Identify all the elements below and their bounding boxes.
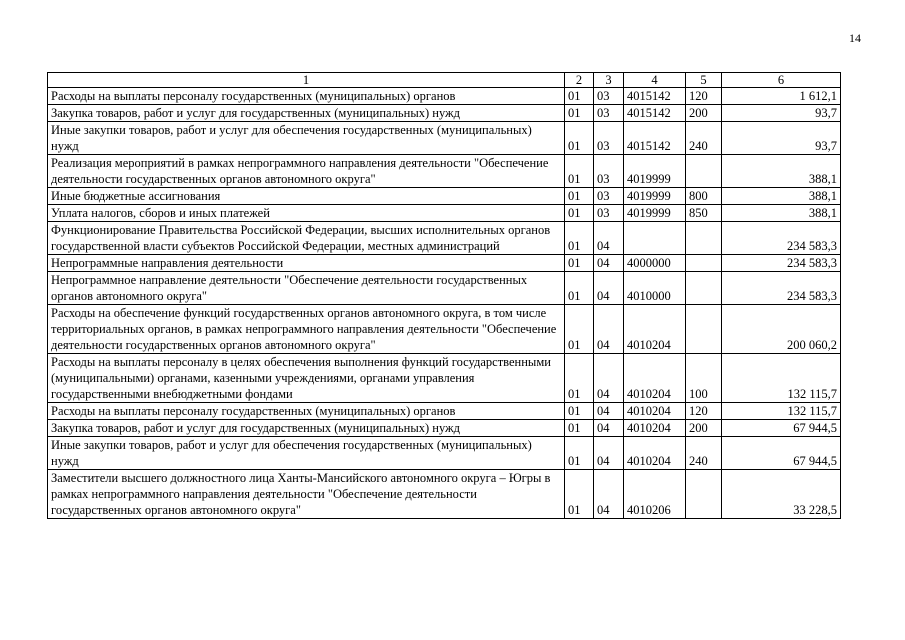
table-row [48,122,841,155]
row-name: Функционирование Правительства Российской Федерации, высших исполнительных органов государственной власти субъектов Российской Федерации, местных администраций [48,222,565,255]
row-target-code: 4010204 [624,437,686,470]
row-amount: 388,1 [722,155,841,188]
row-amount: 132 115,7 [722,403,841,420]
row-target-code: 4015142 [624,105,686,122]
header-cell: 3 [594,73,624,88]
row-amount: 67 944,5 [722,437,841,470]
table-row [48,470,841,519]
table-row [48,105,841,122]
table-row [48,420,841,437]
row-expense-type [686,222,722,255]
row-subsection: 03 [594,205,624,222]
row-subsection: 04 [594,420,624,437]
row-target-code: 4010204 [624,403,686,420]
row-name: Уплата налогов, сборов и иных платежей [48,205,565,222]
row-name: Иные бюджетные ассигнования [48,188,565,205]
row-expense-type: 200 [686,105,722,122]
row-section: 01 [565,403,594,420]
row-expense-type: 800 [686,188,722,205]
header-cell: 6 [722,73,841,88]
table-row [48,255,841,272]
row-name: Непрограммное направление деятельности "Обеспечение деятельности государственных органов автономного округа" [48,272,565,305]
row-target-code: 4010206 [624,470,686,519]
row-amount: 234 583,3 [722,222,841,255]
row-expense-type: 120 [686,88,722,105]
row-section: 01 [565,155,594,188]
row-amount: 132 115,7 [722,354,841,403]
row-target-code [624,222,686,255]
row-section: 01 [565,437,594,470]
row-section: 01 [565,305,594,354]
row-expense-type: 120 [686,403,722,420]
header-cell: 5 [686,73,722,88]
table-row [48,354,841,403]
row-name: Иные закупки товаров, работ и услуг для обеспечения государственных (муниципальных) нужд [48,122,565,155]
row-expense-type [686,255,722,272]
row-expense-type: 240 [686,437,722,470]
row-subsection: 03 [594,122,624,155]
row-target-code: 4010204 [624,354,686,403]
row-target-code: 4019999 [624,205,686,222]
row-amount: 1 612,1 [722,88,841,105]
row-section: 01 [565,205,594,222]
table-row [48,403,841,420]
table-row [48,88,841,105]
row-subsection: 04 [594,437,624,470]
row-expense-type [686,305,722,354]
row-expense-type [686,155,722,188]
table-row [48,222,841,255]
row-expense-type: 200 [686,420,722,437]
row-section: 01 [565,105,594,122]
row-target-code: 4019999 [624,155,686,188]
row-section: 01 [565,470,594,519]
table-row [48,272,841,305]
row-expense-type [686,272,722,305]
row-amount: 200 060,2 [722,305,841,354]
row-amount: 93,7 [722,105,841,122]
row-amount: 388,1 [722,188,841,205]
row-subsection: 04 [594,403,624,420]
row-amount: 234 583,3 [722,255,841,272]
row-target-code: 4010204 [624,420,686,437]
header-cell: 1 [48,73,565,88]
row-target-code: 4015142 [624,122,686,155]
row-amount: 93,7 [722,122,841,155]
row-section: 01 [565,354,594,403]
header-cell: 4 [624,73,686,88]
row-expense-type: 240 [686,122,722,155]
row-amount: 234 583,3 [722,272,841,305]
row-name: Расходы на выплаты персоналу в целях обеспечения выполнения функций государственными (муниципальными) органами, казенными учреждениями, органами управления государственными внебюджетными фондами [48,354,565,403]
row-subsection: 04 [594,305,624,354]
row-name: Непрограммные направления деятельности [48,255,565,272]
row-section: 01 [565,255,594,272]
row-name: Расходы на обеспечение функций государственных органов автономного округа, в том числе территориальных органов, в рамках непрограммного направления деятельности "Обеспечение деятельности государственных органов автономного округа" [48,305,565,354]
row-section: 01 [565,420,594,437]
budget-table [47,72,841,519]
row-name: Закупка товаров, работ и услуг для государственных (муниципальных) нужд [48,420,565,437]
row-name: Заместители высшего должностного лица Ханты-Мансийского автономного округа – Югры в рамках непрограммного направления деятельности "Обеспечение деятельности государственных органов автономного округа" [48,470,565,519]
row-subsection: 04 [594,255,624,272]
row-amount: 33 228,5 [722,470,841,519]
row-section: 01 [565,122,594,155]
row-subsection: 04 [594,272,624,305]
row-section: 01 [565,222,594,255]
row-expense-type: 100 [686,354,722,403]
row-name: Расходы на выплаты персоналу государственных (муниципальных) органов [48,403,565,420]
row-amount: 388,1 [722,205,841,222]
row-subsection: 04 [594,222,624,255]
row-name: Закупка товаров, работ и услуг для государственных (муниципальных) нужд [48,105,565,122]
table-row [48,188,841,205]
row-amount: 67 944,5 [722,420,841,437]
row-name: Реализация мероприятий в рамках непрограммного направления деятельности "Обеспечение деятельности государственных органов автономного округа" [48,155,565,188]
row-target-code: 4010204 [624,305,686,354]
row-section: 01 [565,88,594,105]
row-subsection: 03 [594,188,624,205]
page-number: 14 [849,31,861,45]
row-subsection: 04 [594,470,624,519]
row-target-code: 4019999 [624,188,686,205]
row-expense-type: 850 [686,205,722,222]
header-cell: 2 [565,73,594,88]
table-row [48,205,841,222]
row-target-code: 4000000 [624,255,686,272]
row-section: 01 [565,188,594,205]
row-name: Иные закупки товаров, работ и услуг для обеспечения государственных (муниципальных) нужд [48,437,565,470]
row-target-code: 4010000 [624,272,686,305]
table-row [48,155,841,188]
row-target-code: 4015142 [624,88,686,105]
table-row [48,437,841,470]
row-subsection: 03 [594,105,624,122]
row-expense-type [686,470,722,519]
row-section: 01 [565,272,594,305]
table-row [48,305,841,354]
row-name: Расходы на выплаты персоналу государственных (муниципальных) органов [48,88,565,105]
row-subsection: 03 [594,155,624,188]
table-header-row [48,73,841,88]
row-subsection: 03 [594,88,624,105]
row-subsection: 04 [594,354,624,403]
